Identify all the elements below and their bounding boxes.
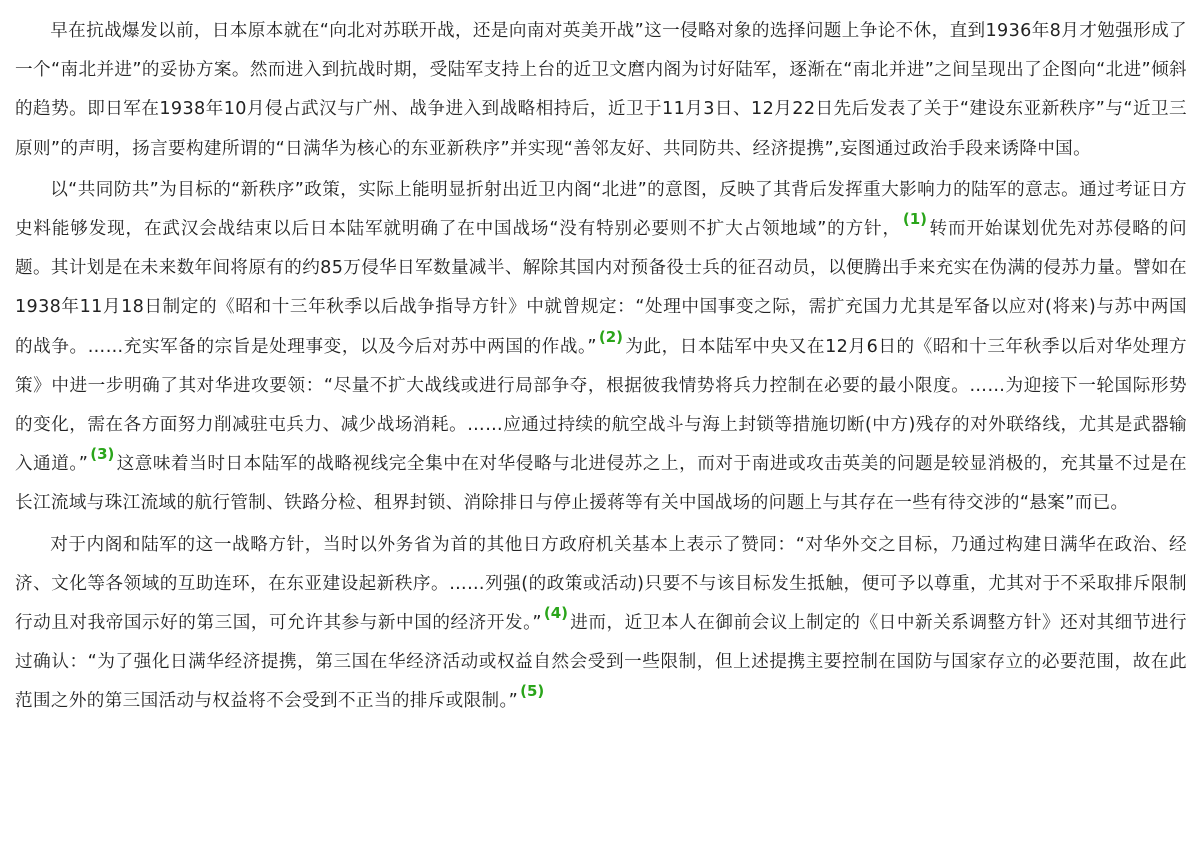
paragraph-text: 以“共同防共”为目标的“新秩序”政策，实际上能明显折射出近卫内阁“北进”的意图，反映了其背后发挥重大影响力的陆军的意志。通过考证日方史料能够发现，在武汉会战结束以后日本陆军就明确了在中国战场“没有特别必要则不扩大占领地域”的方针， (15, 179, 1187, 240)
article-body (15, 12, 1187, 724)
paragraph-text: 进而，近卫本人在御前会议上制定的《日中新关系调整方针》还对其细节进行过确认：“为了强化日满华经济提携，第三国在华经济活动或权益自然会受到一些限制，但上述提携主要控制在国防与国家存立的必要范围，故在此范围之外的第三国活动与权益将不会受到不正当的排斥或限制。” (15, 613, 1187, 712)
paragraph-text: 对于内阁和陆军的这一战略方针，当时以外务省为首的其他日方政府机关基本上表示了赞同：“对华外交之目标，乃通过构建日满华在政治、经济、文化等各领域的互助连环，在东亚建设起新秩序。……列强(的政策或活动)只要不与该目标发生抵触，便可予以尊重，尤其对于不采取排斥限制行动且对我帝国示好的第三国，可允许其参与新中国的经济开发。” (15, 534, 1187, 634)
paragraph-text: 转而开始谋划优先对苏侵略的问题。其计划是在未来数年间将原有的约85万侵华日军数量减半、解除其国内对预备役士兵的征召动员，以便腾出手来充实在伪满的侵苏力量。譬如在1938年11月18日制定的《昭和十三年秋季以后战争指导方针》中就曾规定：“处理中国事变之际，需扩充国力尤其是军备以应对(将来)与苏中两国的战争。……充实军备的宗旨是处理事变，以及今后对苏中两国的作战。” (15, 219, 1188, 357)
paragraph-1 (15, 12, 1187, 169)
paragraph-2 (15, 171, 1187, 524)
footnote-ref-5[interactable]: (5) (520, 682, 545, 701)
footnote-ref-2[interactable]: (2) (598, 327, 623, 346)
paragraph-text: 这意味着当时日本陆军的战略视线完全集中在对华侵略与北进侵苏之上，而对于南进或攻击英美的问题是较显消极的，充其量不过是在长江流域与珠江流域的航行管制、铁路分检、租界封锁、消除排日与停止援蒋等有关中国战场的问题上与其存在一些有待交涉的“悬案”而已。 (15, 454, 1187, 514)
footnote-ref-1[interactable]: (1) (902, 210, 928, 229)
paragraph-text: 为此，日本陆军中央又在12月6日的《昭和十三年秋季以后对华处理方策》中进一步明确了其对华进攻要领：“尽量不扩大战线或进行局部争夺，根据彼我情势将兵力控制在必要的最小限度。……为迎接下一轮国际形势的变化，需在各方面努力削减驻屯兵力、减少战场消耗。……应通过持续的航空战斗与海上封锁等措施切断(中方)残存的对外联络线，尤其是武器输入通道。” (15, 336, 1187, 475)
paragraph-3 (15, 526, 1187, 722)
footnote-ref-3[interactable]: (3) (90, 445, 115, 464)
paragraph-text: 早在抗战爆发以前，日本原本就在“向北对苏联开战，还是向南对英美开战”这一侵略对象的选择问题上争论不休，直到1936年8月才勉强形成了一个“南北并进”的妥协方案。然而进入到抗战时期，受陆军支持上台的近卫文麿内阁为讨好陆军，逐渐在“南北并进”之间呈现出了企图向“北进”倾斜的趋势。即日军在1938年10月侵占武汉与广州、战争进入到战略相持后，近卫于11月3日、12月22日先后发表了关于“建设东亚新秩序”与“近卫三原则”的声明，扬言要构建所谓的“日满华为核心的东亚新秩序”并实现“善邻友好、共同防共、经济提携”,妄图通过政治手段来诱降中国。 (15, 21, 1187, 159)
footnote-ref-4[interactable]: (4) (543, 604, 569, 623)
